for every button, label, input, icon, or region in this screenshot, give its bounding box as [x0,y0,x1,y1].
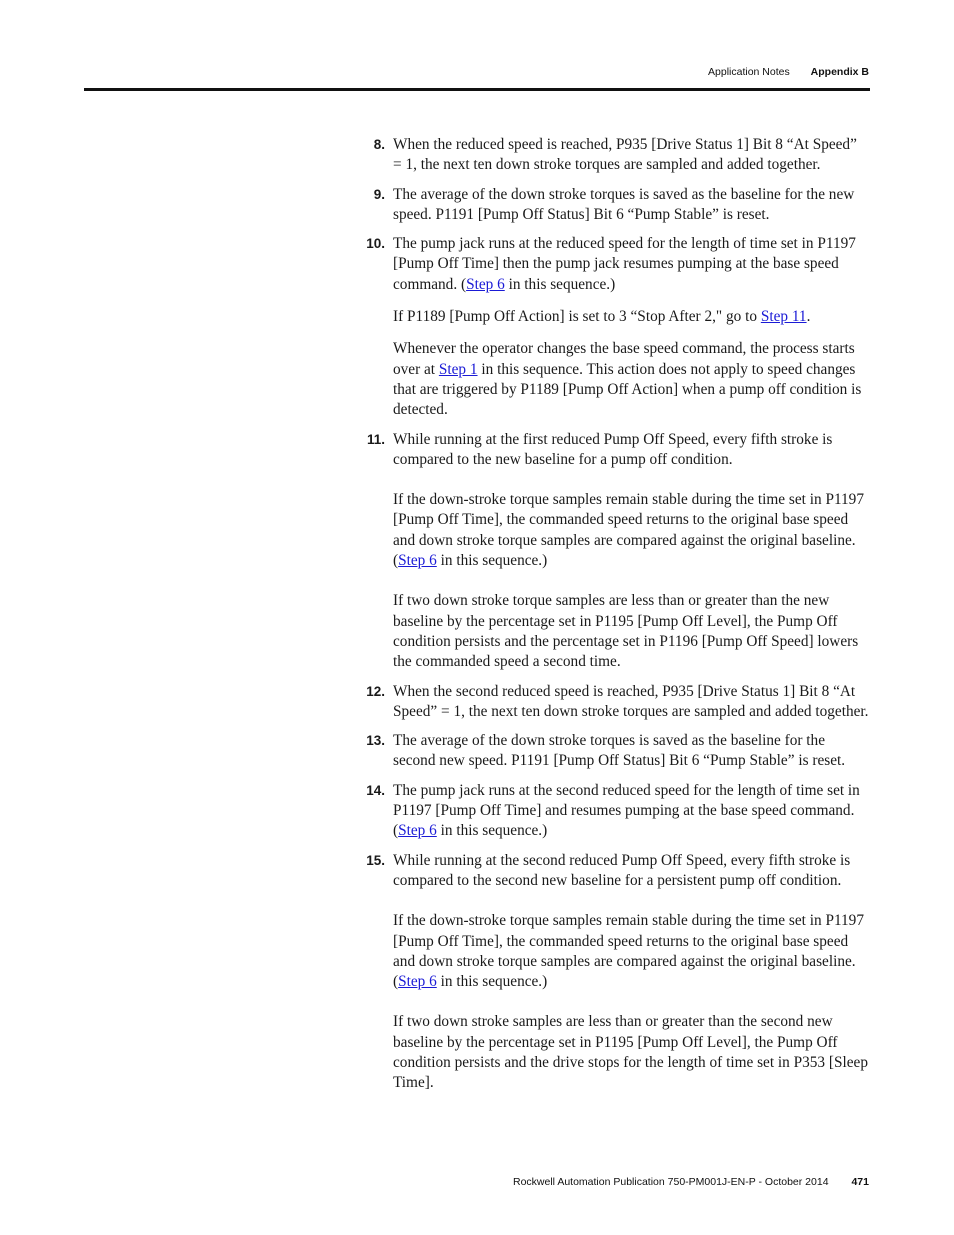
step-number: 11. [366,431,385,447]
step-paragraph [393,682,869,723]
step-paragraph [393,781,869,842]
step-paragraph [393,339,869,420]
text-run: If two down stroke samples are less than or greater than the second new baseline by the percentage set in P1195 [Pump Off Level], the Pump Off condition persists and the drive stops for the length of time set in P353 [Sleep Time]. [393,1013,868,1092]
list-item [361,731,869,772]
step-paragraph [393,591,869,672]
step-list [361,135,869,1103]
text-run: in this sequence.) [436,822,548,840]
text-run: in this sequence.) [436,973,548,991]
text-run: . [806,308,811,326]
step-paragraph [393,851,869,892]
step-number: 8. [373,137,385,152]
text-run: When the reduced speed is reached, P935 [Drive Status 1] Bit 8 “At Speed” = 1, the next ten down stroke torques are sampled and added together. [393,136,857,174]
text-run: in this sequence. This action does not apply to speed changes that are triggered by P1189 [Pump Off Action] when a pump off condition is detected. [393,360,862,419]
text-run: Whenever the operator changes the base speed command, the process starts over at [393,340,855,378]
step-paragraph [393,185,869,226]
list-item [361,234,869,420]
header-section: Application Notes [708,66,790,78]
page-header [708,66,869,78]
text-run: If two down stroke torque samples are less than or greater than the new baseline by the percentage set in P1195 [Pump Off Level], the Pump Off condition persists and the percentage set in P1196 [Pump Off Speed] lowers the commanded speed a second time. [393,592,859,671]
list-item [361,135,869,176]
step-number: 15. [366,852,385,868]
step-number: 10. [366,236,385,252]
text-run: While running at the second reduced Pump Off Speed, every fifth stroke is compared to the second new baseline for a persistent pump off condition. [393,851,851,889]
step-link[interactable]: Step 6 [398,552,437,570]
page-number: 471 [851,1176,869,1188]
text-run: If the down-stroke torque samples remain stable during the time set in P1197 [Pump Off Time], the commanded speed returns to the original base speed and down stroke torque samples are compared against the original baseline. ( [393,912,864,991]
text-run: The pump jack runs at the reduced speed for the length of time set in P1197 [Pump Off Time] then the pump jack resumes pumping at the base speed command. ( [393,235,856,293]
step-paragraph [393,234,869,295]
step-paragraph [393,135,869,176]
step-link[interactable]: Step 6 [398,973,437,991]
step-paragraph [393,731,869,772]
step-number: 13. [366,733,385,749]
step-link[interactable]: Step 6 [466,275,505,293]
step-number: 12. [366,683,385,699]
step-number: 9. [373,186,385,202]
list-item [361,185,869,226]
text-run: The pump jack runs at the second reduced speed for the length of time set in P1197 [Pump Off Time] and resumes pumping at the base speed command. ( [393,781,860,840]
step-paragraph [393,1012,869,1093]
header-appendix: Appendix B [810,66,869,78]
footer-publication: Rockwell Automation Publication 750-PM001J-EN-P - October 2014 [512,1176,829,1188]
step-paragraph [393,911,869,992]
text-run: in this sequence.) [504,275,616,293]
step-paragraph [393,430,869,471]
text-run: The average of the down stroke torques is saved as the baseline for the new speed. P1191 [Pump Off Status] Bit 6 “Pump Stable” is reset. [393,185,855,223]
text-run: The average of the down stroke torques is saved as the baseline for the second new speed. P1191 [Pump Off Status] Bit 6 “Pump Stable” is reset. [393,732,846,770]
text-run: When the second reduced speed is reached, P935 [Drive Status 1] Bit 8 “At Speed” = 1, the next ten down stroke torques are sampled and added together. [393,682,869,720]
step-paragraph [393,490,869,571]
step-link[interactable]: Step 6 [398,822,437,840]
step-link[interactable]: Step 1 [438,360,478,378]
list-item [361,851,869,1094]
step-paragraph [393,307,869,327]
text-run: in this sequence.) [436,552,548,570]
header-rule [84,88,870,91]
list-item [361,781,869,842]
step-link[interactable]: Step 11 [760,308,807,326]
step-number: 14. [366,782,385,798]
page-footer [513,1176,869,1188]
text-run: If the down-stroke torque samples remain stable during the time set in P1197 [Pump Off Time], the commanded speed returns to the original base speed and down stroke torque samples are compared against the original baseline. ( [393,491,864,570]
text-run: If P1189 [Pump Off Action] is set to 3 “Stop After 2," go to [393,308,761,326]
list-item [361,682,869,723]
text-run: While running at the first reduced Pump Off Speed, every fifth stroke is compared to the new baseline for a pump off condition. [393,430,833,468]
list-item [361,430,869,673]
